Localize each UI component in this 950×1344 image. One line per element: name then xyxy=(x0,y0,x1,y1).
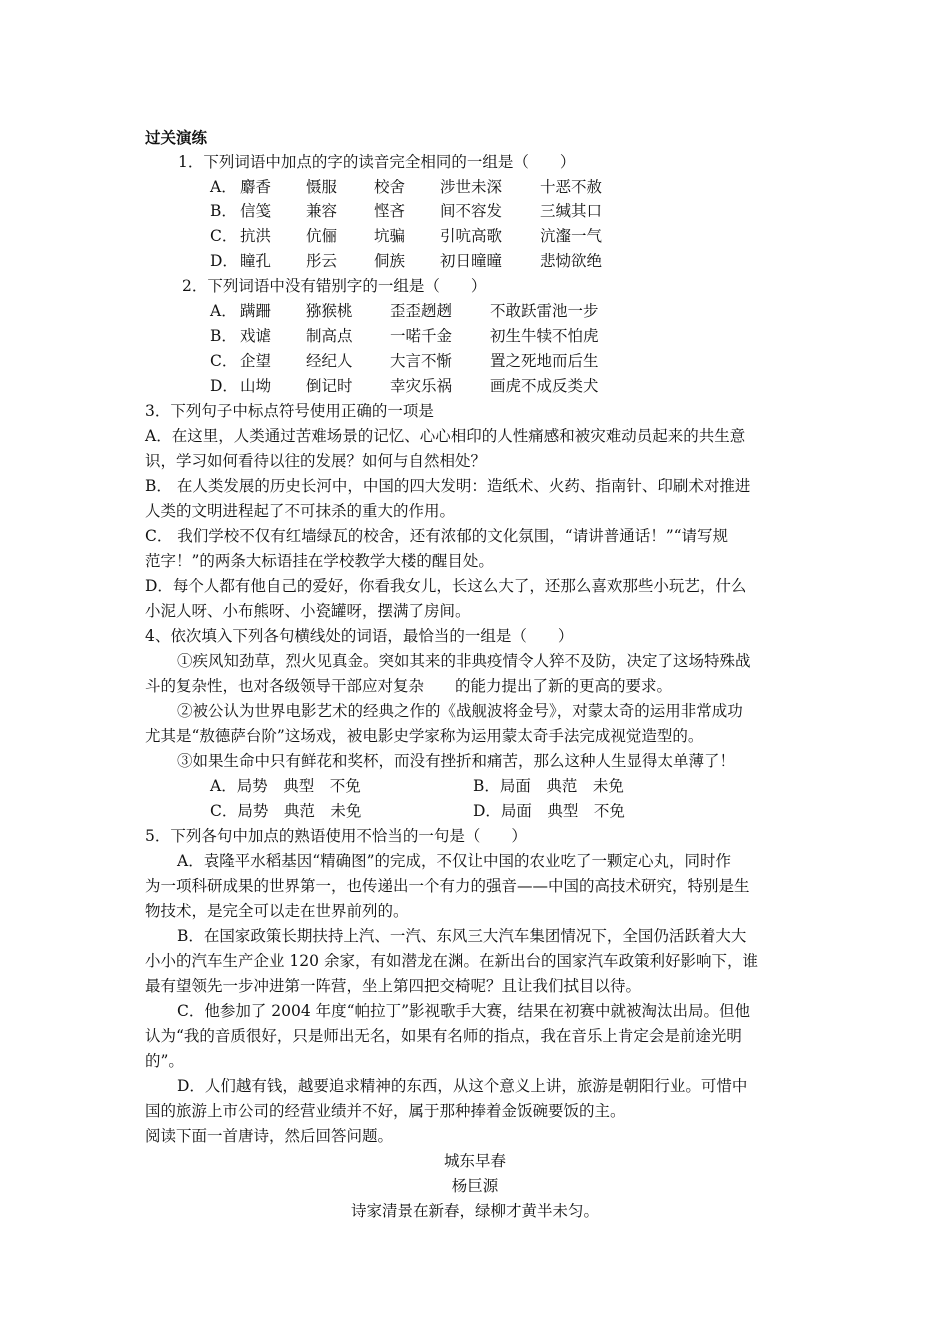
option-letter: B． xyxy=(210,327,237,345)
q4-option-d: D．局面 典型 不免 xyxy=(473,802,625,820)
q4-option-c: C．局势 典范 未免 xyxy=(210,802,362,820)
word: 伉俪 xyxy=(306,227,338,245)
q2-option-b xyxy=(210,324,599,348)
word: 抗洪 xyxy=(240,227,272,245)
q3-line: 人类的文明进程起了不可抹杀的重大的作用。 xyxy=(145,502,456,520)
q4-line: 斗的复杂性，也对各级领导干部应对复杂 的能力提出了新的更高的要求。 xyxy=(145,677,673,695)
q3-line: A．在这里，人类通过苦难场景的记忆、心心相印的人性痛感和被灾难动员起来的共生意 xyxy=(145,427,746,445)
q3-line: D．每个人都有他自己的爱好，你看我女儿，长这么大了，还那么喜欢那些小玩艺，什么 xyxy=(145,577,747,595)
option-letter: C． xyxy=(210,227,238,245)
q5-line: 国的旅游上市公司的经营业绩并不好，属于那种捧着金饭碗要饭的主。 xyxy=(145,1102,626,1120)
q4-option-b: B．局面 典范 未免 xyxy=(473,777,624,795)
option-letter: B． xyxy=(210,202,237,220)
q1-option-c xyxy=(210,224,602,248)
word: 悭吝 xyxy=(374,202,406,220)
q4-stem: 4、依次填入下列各句横线处的词语，最恰当的一组是（ ） xyxy=(145,627,574,645)
word: 信笺 xyxy=(240,202,272,220)
q5-line: D．人们越有钱，越要追求精神的东西，从这个意义上讲，旅游是朝阳行业。可惜中 xyxy=(177,1077,748,1095)
word: 十恶不赦 xyxy=(540,178,603,196)
q5-line: 最有望领先一步冲进第一阵营，坐上第四把交椅呢？且让我们拭目以待。 xyxy=(145,977,642,995)
q4-line: ②被公认为世界电影艺术的经典之作的《战舰波将金号》，对蒙太奇的运用非常成功 xyxy=(177,702,743,720)
q5-line: 小小的汽车生产企业 120 余家，有如潜龙在渊。在新出台的国家汽车政策利好影响下，谁 xyxy=(145,952,758,970)
q2-option-c xyxy=(210,349,599,373)
q2-stem: 2．下列词语中没有错别字的一组是（ ） xyxy=(182,277,487,295)
q1-stem: 1．下列词语中加点的字的读音完全相同的一组是（ ） xyxy=(178,153,576,171)
word: 大言不惭 xyxy=(390,352,453,370)
q2-option-d xyxy=(210,374,599,398)
word: 蹒跚 xyxy=(240,302,272,320)
q1-option-a xyxy=(210,175,602,199)
q3-line: B． 在人类发展的历史长河中，中国的四大发明：造纸术、火药、指南针、印刷术对推进 xyxy=(145,477,751,495)
q5-line: C．他参加了 2004 年度“帕拉丁”影视歌手大赛，结果在初赛中就被淘汰出局。但他 xyxy=(177,1002,751,1020)
poem-intro: 阅读下面一首唐诗，然后回答问题。 xyxy=(145,1127,394,1145)
word: 戏谑 xyxy=(240,327,272,345)
q4-line: 尤其是“敖德萨台阶”这场戏，被电影史学家称为运用蒙太奇手法完成视觉造型的。 xyxy=(145,727,704,745)
option-letter: A． xyxy=(210,302,237,320)
q4-option-a: A．局势 典型 不免 xyxy=(210,777,361,795)
q3-line: 小泥人呀、小布熊呀、小瓷罐呀，摆满了房间。 xyxy=(145,602,471,620)
q5-stem: 5．下列各句中加点的熟语使用不恰当的一句是（ ） xyxy=(145,827,527,845)
word: 慑服 xyxy=(306,178,338,196)
poem-title: 城东早春 xyxy=(443,1152,506,1170)
word: 瞳孔 xyxy=(240,252,272,270)
word: 一喏千金 xyxy=(390,327,453,345)
word: 麝香 xyxy=(240,178,272,196)
word: 兼容 xyxy=(306,202,338,220)
q5-line: 为一项科研成果的世界第一，也传递出一个有力的强音——中国的高技术研究，特别是生 xyxy=(145,877,750,895)
q5-line: 认为“我的音质很好，只是师出无名，如果有名师的指点，我在音乐上肯定会是前途光明 xyxy=(145,1027,742,1045)
q3-line: 识，学习如何看待以往的发展？如何与自然相处？ xyxy=(145,452,487,470)
option-letter: D． xyxy=(210,252,238,270)
word: 校舍 xyxy=(374,178,406,196)
word: 置之死地而后生 xyxy=(490,352,599,370)
word: 引吭高歌 xyxy=(440,227,503,245)
word: 初生牛犊不怕虎 xyxy=(490,327,599,345)
word: 间不容发 xyxy=(440,202,503,220)
q4-line: ①疾风知劲草，烈火见真金。突如其来的非典疫情令人猝不及防，决定了这场特殊战 xyxy=(177,652,751,670)
word: 歪歪趔趔 xyxy=(390,302,453,320)
poem-author: 杨巨源 xyxy=(451,1177,499,1195)
word: 画虎不成反类犬 xyxy=(490,377,599,395)
word: 山坳 xyxy=(240,377,272,395)
word: 不敢跃雷池一步 xyxy=(490,302,599,320)
word: 彤云 xyxy=(306,252,338,270)
word: 倒记时 xyxy=(306,377,353,395)
q4-line: ③如果生命中只有鲜花和奖杯，而没有挫折和痛苦，那么这种人生显得太单薄了！ xyxy=(177,752,736,770)
word: 幸灾乐祸 xyxy=(390,377,453,395)
q3-line: 范字！”的两条大标语挂在学校教学大楼的醒目处。 xyxy=(145,552,494,570)
word: 涉世未深 xyxy=(440,178,503,196)
q2-option-a xyxy=(210,299,599,323)
word: 企望 xyxy=(240,352,272,370)
q5-line: 的”。 xyxy=(145,1052,184,1070)
word: 制高点 xyxy=(306,327,353,345)
option-letter: C． xyxy=(210,352,238,370)
q5-line: B．在国家政策长期扶持上汽、一汽、东风三大汽车集团情况下，全国仍活跃着大大 xyxy=(177,927,747,945)
word: 猕猴桃 xyxy=(306,302,353,320)
q3-line: C． 我们学校不仅有红墙绿瓦的校舍，还有浓郁的文化氛围，“请讲普通话！”“请写规 xyxy=(145,527,729,545)
section-title: 过关演练 xyxy=(145,128,208,147)
q5-line: A．袁隆平水稻基因“精确图”的完成，不仅让中国的农业吃了一颗定心丸，同时作 xyxy=(177,852,732,870)
word: 三缄其口 xyxy=(540,202,603,220)
word: 坑骗 xyxy=(374,227,406,245)
word: 悲恸欲绝 xyxy=(540,252,603,270)
word: 初日曈曈 xyxy=(440,252,503,270)
word: 经纪人 xyxy=(306,352,353,370)
word: 沆瀣一气 xyxy=(540,227,603,245)
q5-line: 物技术，是完全可以走在世界前列的。 xyxy=(145,902,409,920)
word: 侗族 xyxy=(374,252,406,270)
q3-stem: 3．下列句子中标点符号使用正确的一项是 xyxy=(145,402,434,420)
option-letter: A． xyxy=(210,178,237,196)
q1-option-d xyxy=(210,249,602,273)
poem-line: 诗家清景在新春，绿柳才黄半未匀。 xyxy=(350,1202,599,1220)
q1-option-b xyxy=(210,199,602,223)
option-letter: D． xyxy=(210,377,238,395)
